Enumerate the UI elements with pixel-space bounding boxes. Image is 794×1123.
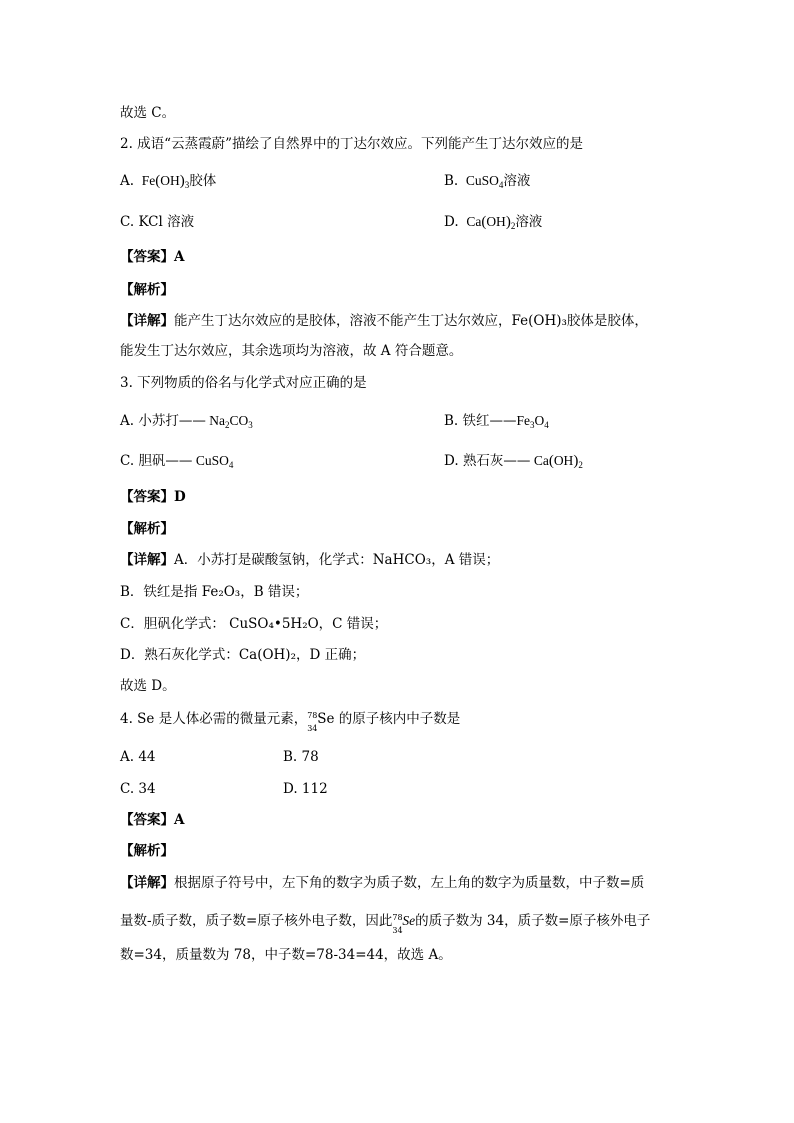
q4-detail-line-1 [120, 874, 644, 892]
q3-option-d-label: D. [444, 453, 459, 469]
q3-option-a-label: A. [120, 413, 135, 429]
q2-option-a [120, 172, 216, 190]
q3-detail-d: D．熟石灰化学式：Ca(OH)₂，D 正确； [120, 647, 366, 663]
q3-option-a [120, 412, 253, 430]
q3-option-a-formula: $Na_2CO_3$ [205, 413, 253, 430]
q4-detail-text-1: 根据原子符号中，左下角的数字为质子数，左上角的数字为质量数，中子数=质 [174, 875, 645, 891]
q4-answer: 【答案】A [120, 812, 185, 828]
q4-detail-text-2-pre: 量数-质子数，质子数=原子核外电子数，因此 [120, 913, 393, 929]
q3-option-b-label: B. [444, 413, 459, 429]
q3-stem: 3. 下列物质的俗名与化学式对应正确的是 [120, 375, 367, 391]
q2-option-a-formula: $Fe(OH)_3$ [138, 173, 190, 190]
q2-option-d [444, 213, 542, 231]
q3-option-d [444, 452, 583, 470]
q2-detail-line-1 [120, 312, 648, 330]
q2-stem: 2. 成语“云蒸霞蔚”描绘了自然界中的丁达尔效应。下列能产生丁达尔效应的是 [120, 136, 583, 152]
q4-detail-line-3: 数=34，质量数为 78，中子数=78-34=44，故选 A。 [120, 947, 452, 963]
q2-option-d-label: D. [444, 214, 459, 230]
q4-detail-line-2 [120, 912, 651, 935]
q2-detail-text-1: 能产生丁达尔效应的是胶体，溶液不能产生丁达尔效应，Fe(OH)₃胶体是胶体， [174, 313, 648, 329]
q3-option-c [120, 452, 233, 470]
q4-stem [120, 710, 461, 733]
q4-detail-label: 【详解】 [120, 875, 174, 891]
q3-detail-a-text: A．小苏打是碳酸氢钠，化学式：NaHCO₃，A 错误； [174, 552, 500, 568]
q4-detail-mass-number: 78 [392, 912, 403, 922]
q2-answer: 【答案】A [120, 249, 185, 265]
q4-stem-post: Se 的原子核内中子数是 [317, 711, 461, 727]
q3-option-a-text: 小苏打—— [138, 413, 206, 429]
q4-option-a: A. 44 [120, 749, 156, 765]
q2-option-b-text: 溶液 [503, 173, 531, 189]
q4-stem-pre: 4. Se 是人体必需的微量元素， [120, 711, 308, 727]
q3-option-d-formula: $Ca(OH)_2$ [530, 453, 583, 470]
q2-analysis-label: 【解析】 [120, 282, 174, 298]
q2-detail-label: 【详解】 [120, 313, 174, 329]
q2-option-b-formula: CuSO$_4$ [462, 173, 504, 190]
q4-option-c: C. 34 [120, 781, 156, 797]
q3-option-d-text: 熟石灰—— [462, 453, 531, 469]
prev-conclusion: 故选 C。 [120, 105, 176, 121]
q4-detail-nuclide [392, 912, 403, 935]
q4-mass-number: 78 [307, 710, 318, 720]
q2-option-c-label: C. [120, 214, 135, 230]
q3-option-c-formula: CuSO$_4$ [192, 453, 234, 470]
q4-option-b: B. 78 [283, 749, 319, 765]
q2-option-d-text: 溶液 [515, 214, 543, 230]
q3-option-c-text: 胆矾—— [138, 453, 193, 469]
q3-option-b-text: 铁红—— [462, 413, 517, 429]
q4-detail-atomic-number: 34 [392, 925, 403, 935]
q2-option-c [120, 213, 194, 231]
q3-option-b-formula: $Fe_3O_4$ [516, 413, 549, 430]
q3-option-b [444, 412, 549, 430]
q3-analysis-label: 【解析】 [120, 521, 174, 537]
q2-option-a-label: A. [120, 173, 135, 189]
q2-option-d-formula: $Ca(OH)_2$ [462, 214, 516, 231]
q3-detail-a [120, 551, 499, 569]
q2-option-b [444, 172, 530, 190]
q3-detail-label: 【详解】 [120, 552, 174, 568]
q4-analysis-label: 【解析】 [120, 843, 174, 859]
q2-option-a-text: 胶体 [189, 173, 217, 189]
q4-detail-symbol: Se [402, 913, 416, 928]
q3-answer: 【答案】D [120, 489, 186, 505]
q3-option-c-label: C. [120, 453, 135, 469]
q2-detail-line-2: 能发生丁达尔效应，其余选项均为溶液，故 A 符合题意。 [120, 343, 463, 359]
q4-atomic-number: 34 [307, 723, 318, 733]
q4-option-d: D. 112 [283, 781, 328, 797]
q2-option-b-label: B. [444, 173, 459, 189]
q3-conclusion: 故选 D。 [120, 678, 176, 694]
q4-nuclide-notation [307, 710, 318, 733]
q3-detail-b: B．铁红是指 Fe₂O₃，B 错误； [120, 584, 309, 600]
q2-option-c-text: KCl 溶液 [138, 214, 195, 230]
q3-detail-c: C．胆矾化学式： CuSO₄•5H₂O，C 错误； [120, 616, 388, 632]
q4-detail-text-2-post: 的质子数为 34，质子数=原子核外电子 [415, 913, 651, 929]
